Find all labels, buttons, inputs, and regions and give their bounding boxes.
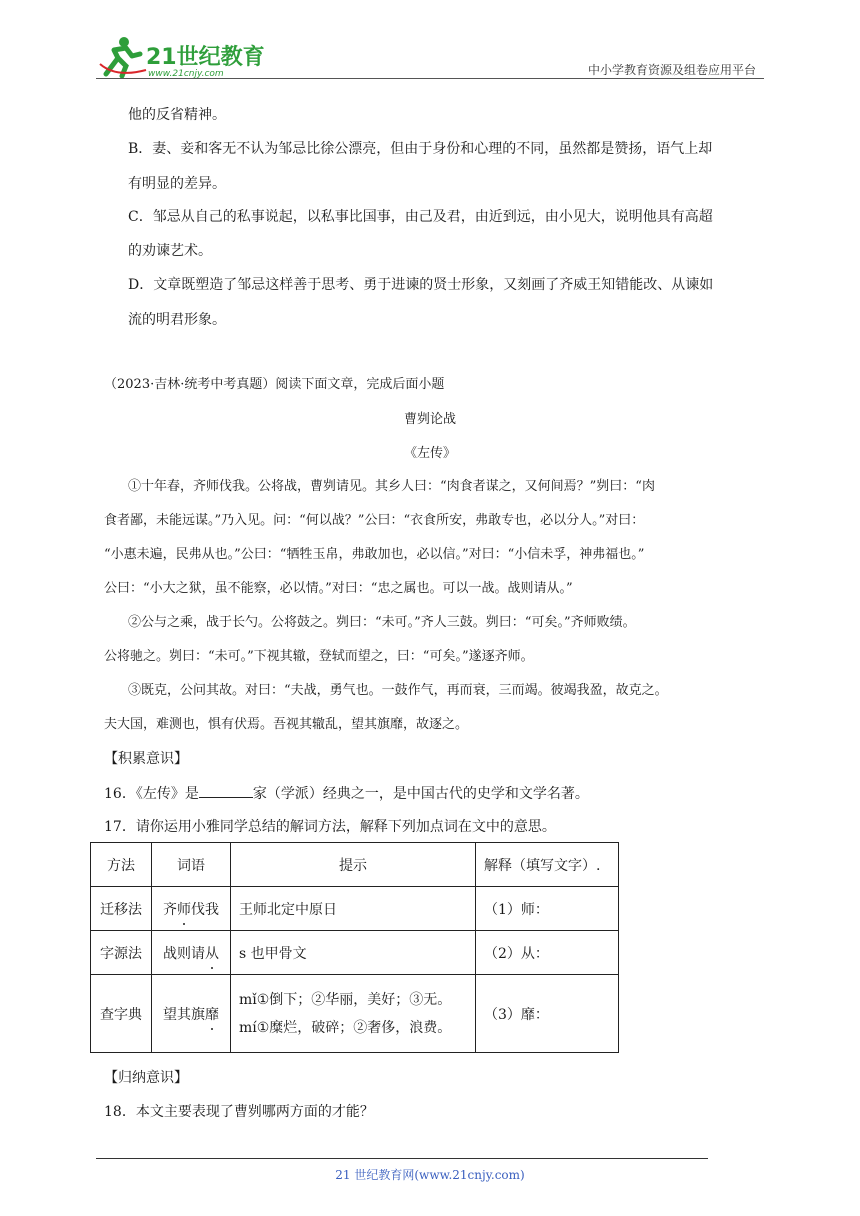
- header-platform-text: 中小学教育资源及组卷应用平台: [587, 63, 756, 77]
- option-b-line2: 有明显的差异。: [128, 176, 226, 192]
- site-logo: [96, 34, 266, 80]
- table-row: [91, 931, 619, 975]
- row2-hint: s 也甲骨文: [231, 931, 476, 975]
- passage-p1-line2: 食者鄙，未能远谋。”乃入见。问：“何以战？”公曰：“衣食所安，弗敢专也，必以分人。”对曰：: [104, 513, 645, 528]
- row3-word: 望其旗靡: [152, 975, 231, 1053]
- option-d-line1: D．文章既塑造了邹忌这样善于思考、勇于进谏的贤士形象，又刻画了齐威王知错能改、从谏如: [128, 277, 714, 293]
- passage-title: 曹刿论战: [403, 412, 456, 427]
- footer-divider: [96, 1158, 708, 1159]
- q16-after: 家（学派）经典之一，是中国古代的史学和文学名著。: [252, 786, 589, 802]
- header-divider: [96, 78, 764, 79]
- question-source: （2023·吉林·统考中考真题）阅读下面文章，完成后面小题: [104, 377, 445, 392]
- th-word: 词语: [152, 843, 231, 887]
- table-row: [91, 887, 619, 931]
- passage-p1-line3: “小惠未遍，民弗从也。”公曰：“牺牲玉帛，弗敢加也，必以信。”对曰：“小信未孚，神弗福也。”: [104, 547, 645, 562]
- question-16: [104, 785, 764, 803]
- q16-before: 16．《左传》是: [104, 786, 199, 802]
- option-a-continuation: 他的反省精神。: [128, 107, 226, 123]
- table-row: [91, 975, 619, 1053]
- passage-p2-line1: ②公与之乘，战于长勺。公将鼓之。刿曰：“未可。”齐人三鼓。刿曰：“可矣。”齐师败绩。: [128, 615, 636, 630]
- th-hint: 提示: [231, 843, 476, 887]
- passage-book: 《左传》: [403, 446, 456, 461]
- row3-answer[interactable]: （3）靡：: [476, 975, 619, 1053]
- passage-p2-line2: 公将驰之。刿曰：“未可。”下视其辙，登轼而望之，曰：“可矣。”遂逐齐师。: [104, 649, 534, 664]
- footer-link[interactable]: 21 世纪教育网(www.21cnjy.com): [335, 1168, 525, 1182]
- row1-method: 迁移法: [91, 887, 152, 931]
- row2-word: 战则请从: [152, 931, 231, 975]
- runner-icon: [100, 37, 146, 76]
- row1-hint: 王师北定中原日: [231, 887, 476, 931]
- q16-blank[interactable]: [199, 785, 253, 798]
- section-accumulate: 【积累意识】: [104, 751, 188, 767]
- th-answer: 解释（填写文字）.: [476, 843, 619, 887]
- row2-answer[interactable]: （2）从：: [476, 931, 619, 975]
- row3-hint: [231, 975, 476, 1053]
- option-d-line2: 流的明君形象。: [128, 312, 226, 328]
- row1-word: 齐师伐我: [152, 887, 231, 931]
- row3-hint-line1: mǐ①倒下；②华丽，美好；③无。: [239, 991, 452, 1008]
- row3-method: 查字典: [91, 975, 152, 1053]
- row3-hint-line2: mí①糜烂，破碎；②奢侈，浪费。: [239, 1019, 452, 1036]
- passage-p3-line1: ③既克，公问其故。对曰：“夫战，勇气也。一鼓作气，再而衰，三而竭。彼竭我盈，故克之。: [128, 683, 668, 698]
- passage-p1-line4: 公曰：“小大之狱，虽不能察，必以情。”对曰：“忠之属也。可以一战。战则请从。”: [104, 581, 573, 596]
- option-b-line1: B．妻、妾和客无不认为邹忌比徐公漂亮，但由于身份和心理的不同，虽然都是赞扬，语气上却: [128, 141, 713, 157]
- question-17: 17．请你运用小雅同学总结的解词方法，解释下列加点词在文中的意思。: [104, 819, 556, 835]
- row2-method: 字源法: [91, 931, 152, 975]
- option-c-line2: 的劝谏艺术。: [128, 243, 212, 259]
- row1-answer[interactable]: （1）师：: [476, 887, 619, 931]
- row2-dotted-char: 从: [205, 945, 219, 962]
- passage-p1-line1: ①十年春，齐师伐我。公将战，曹刿请见。其乡人曰：“肉食者谋之，又何间焉？”刿曰：“肉: [128, 479, 655, 494]
- option-c-line1: C．邹忌从自己的私事说起，以私事比国事，由己及君，由近到远，由小见大，说明他具有高超: [128, 209, 713, 225]
- logo-url: www.21cnjy.com: [148, 69, 224, 79]
- section-summarize: 【归纳意识】: [104, 1070, 188, 1086]
- logo-text: 21世纪教育: [146, 45, 265, 70]
- th-method: 方法: [91, 843, 152, 887]
- passage-p3-line2: 夫大国，难测也，惧有伏焉。吾视其辙乱，望其旗靡，故逐之。: [104, 717, 469, 732]
- word-method-table: [90, 842, 619, 1053]
- table-header-row: [91, 843, 619, 887]
- question-18: 18．本文主要表现了曹刿哪两方面的才能？: [104, 1104, 374, 1120]
- row3-dotted-char: 靡: [205, 1006, 219, 1023]
- row1-dotted-char: 师: [177, 901, 191, 918]
